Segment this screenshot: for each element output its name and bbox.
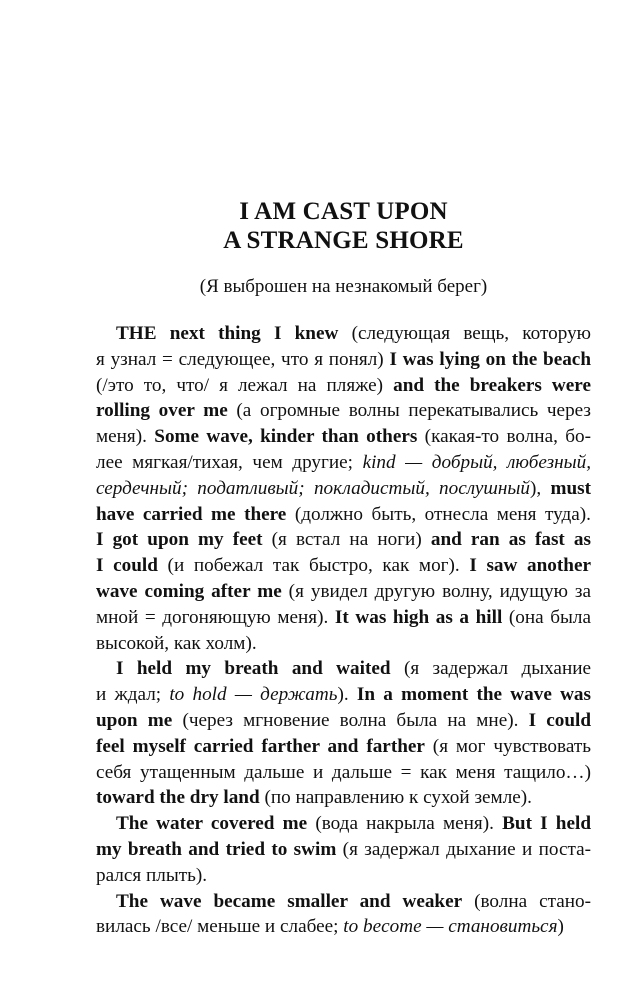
- text-line: [96, 347, 591, 373]
- text-line: [96, 450, 591, 476]
- russian-translation: себя утащенным дальше и дальше = как меня тащило…): [96, 761, 591, 783]
- english-text: and the breakers were: [393, 374, 591, 396]
- vocabulary-gloss: to hold — держать: [169, 684, 338, 706]
- russian-translation: ).: [337, 684, 357, 706]
- english-text: toward the dry land: [96, 787, 260, 809]
- english-text: I saw another: [469, 555, 591, 577]
- english-text: feel myself carried farther and farther: [96, 735, 425, 757]
- english-text: I got upon my feet: [96, 529, 263, 551]
- english-text: But I held: [502, 813, 592, 835]
- english-text: must: [550, 477, 591, 499]
- vocabulary-gloss: сердечный; податливый; покладистый, послушный: [96, 477, 530, 499]
- english-text: rolling over me: [96, 400, 228, 422]
- chapter-title-line-1: I AM CAST UPON: [239, 198, 448, 225]
- english-text: I held my breath and waited: [116, 658, 391, 680]
- english-text: The wave became smaller and weaker: [116, 890, 463, 912]
- text-line: [96, 656, 591, 682]
- paragraph: [96, 811, 591, 888]
- text-line: [96, 889, 591, 915]
- paragraph: [96, 321, 591, 656]
- english-text: I could: [96, 555, 158, 577]
- russian-translation: (я встал на ноги): [262, 529, 431, 551]
- russian-translation: (через мгновение волна была на мне).: [172, 709, 529, 731]
- russian-translation: меня).: [96, 426, 155, 448]
- english-text: In a moment the wave was: [356, 684, 591, 706]
- text-line: [96, 424, 591, 450]
- text-line: [96, 631, 591, 657]
- text-line: [96, 734, 591, 760]
- paragraph: [96, 889, 591, 941]
- chapter-title-line-2: A STRANGE SHORE: [223, 227, 464, 254]
- english-text: upon me: [96, 709, 173, 731]
- text-line: [96, 502, 591, 528]
- text-line: [96, 579, 591, 605]
- russian-translation: (по направлению к сухой земле).: [259, 787, 532, 809]
- text-line: [96, 321, 591, 347]
- text-line: [96, 373, 591, 399]
- text-line: [96, 811, 591, 837]
- russian-translation: я узнал = следующее, что я понял): [96, 348, 390, 370]
- russian-translation: (следующая вещь, которую: [338, 323, 591, 344]
- russian-translation: (волна станo-: [462, 890, 591, 912]
- english-text: have carried me there: [96, 503, 287, 525]
- russian-translation: и ждал;: [96, 684, 170, 706]
- russian-translation: (должно быть, отнесла меня туда).: [286, 503, 591, 525]
- russian-translation: лее мягкая/тихая, чем другие;: [96, 451, 363, 473]
- russian-translation: (она была: [502, 606, 592, 628]
- russian-translation: (я задержал дыхание и поста-: [336, 838, 591, 860]
- english-text: I was lying on the beach: [389, 348, 591, 370]
- text-line: [96, 760, 591, 786]
- text-line: [96, 863, 591, 889]
- english-text: wave coming after me: [96, 580, 282, 602]
- russian-translation: вилась /все/ меньше и слабее;: [96, 916, 344, 938]
- russian-translation: мной = догоняющую меня).: [96, 606, 335, 628]
- russian-translation: (какая-то волна, бо-: [417, 426, 591, 448]
- text-line: [96, 553, 591, 579]
- russian-translation: рался плыть).: [96, 864, 208, 886]
- text-line: [96, 837, 591, 863]
- russian-translation: ): [557, 916, 564, 938]
- text-line: [96, 785, 591, 811]
- russian-translation: высокой, как холм).: [96, 632, 257, 654]
- russian-translation: (и побежал так быстро, как мог).: [157, 555, 470, 577]
- russian-translation: (/это то, что/ я лежал на пляже): [96, 374, 394, 396]
- english-text: THE next thing I knew: [116, 323, 339, 344]
- english-text: my breath and tried to swim: [96, 838, 337, 860]
- text-line: [96, 682, 591, 708]
- russian-translation: (я мог чувствовать: [424, 735, 591, 757]
- text-line: [96, 605, 591, 631]
- chapter-title: [96, 197, 591, 255]
- english-text: The water covered me: [116, 813, 308, 835]
- english-text: It was high as a hill: [334, 606, 503, 628]
- english-text: Some wave, kinder than others: [154, 426, 418, 448]
- text-line: [96, 708, 591, 734]
- russian-translation: (я задержал дыхание: [390, 658, 592, 680]
- text-line: [96, 476, 591, 502]
- russian-translation: (вода накрыла меня).: [307, 813, 503, 835]
- russian-translation: ),: [529, 477, 551, 499]
- text-line: [96, 527, 591, 553]
- english-text: I could: [528, 709, 591, 731]
- paragraph: [96, 656, 591, 811]
- russian-translation: (я увидел другую волну, идущую за: [281, 580, 592, 602]
- text-line: [96, 398, 591, 424]
- body-text: [96, 321, 591, 940]
- vocabulary-gloss: to become — становиться: [343, 916, 558, 938]
- chapter-subtitle: (Я выброшен на незнакомый берег): [199, 276, 488, 297]
- vocabulary-gloss: kind — добрый, любезный,: [362, 451, 591, 473]
- russian-translation: (а огромные волны перекатывались через: [227, 400, 591, 422]
- english-text: and ran as fast as: [430, 529, 591, 551]
- text-line: [96, 914, 591, 940]
